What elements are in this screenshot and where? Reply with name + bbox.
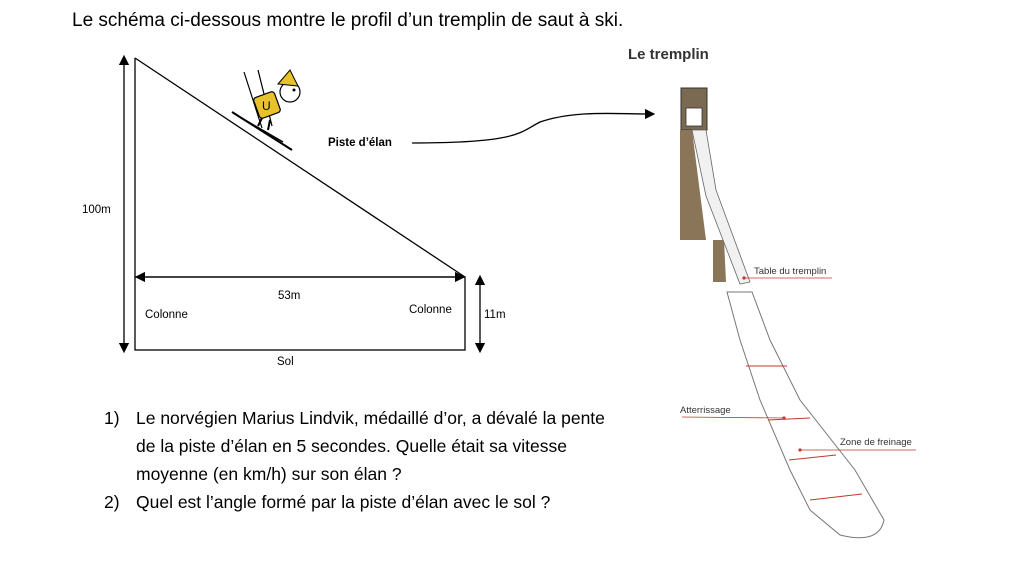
question-text: Le norvégien Marius Lindvik, médaillé d’or, a dévalé la pente de la piste d’élan en 5 secondes. Quelle était sa vitesse moyenne (en km/h) sur son élan ?	[136, 408, 605, 484]
ramp-title: Le tremplin	[628, 46, 709, 63]
braking-label: Zone de freinage	[840, 437, 912, 448]
question-text: Quel est l’angle formé par la piste d’élan avec le sol ?	[136, 492, 551, 512]
intro-text: Le schéma ci-dessous montre le profil d’un tremplin de saut à ski.	[72, 10, 624, 31]
ground-label: Sol	[277, 356, 294, 368]
connector-arrow	[412, 113, 650, 143]
question-number: 1)	[104, 408, 120, 428]
question-2	[104, 488, 606, 516]
column-right-label: Colonne	[409, 304, 452, 316]
landing-label: Atterrissage	[680, 405, 731, 416]
slope-label: Piste d’élan	[328, 137, 392, 149]
svg-text:U: U	[262, 99, 271, 113]
table-label: Table du tremplin	[754, 266, 827, 277]
width-label: 53m	[278, 290, 301, 302]
height-label: 100m	[82, 204, 111, 216]
question-1	[104, 404, 606, 488]
question-number: 2)	[104, 492, 120, 512]
skier-illustration	[232, 70, 300, 150]
column-height-label: 11m	[484, 309, 506, 321]
question-list	[104, 404, 606, 516]
ramp-illustration	[680, 88, 916, 538]
column-left-label: Colonne	[145, 309, 188, 321]
